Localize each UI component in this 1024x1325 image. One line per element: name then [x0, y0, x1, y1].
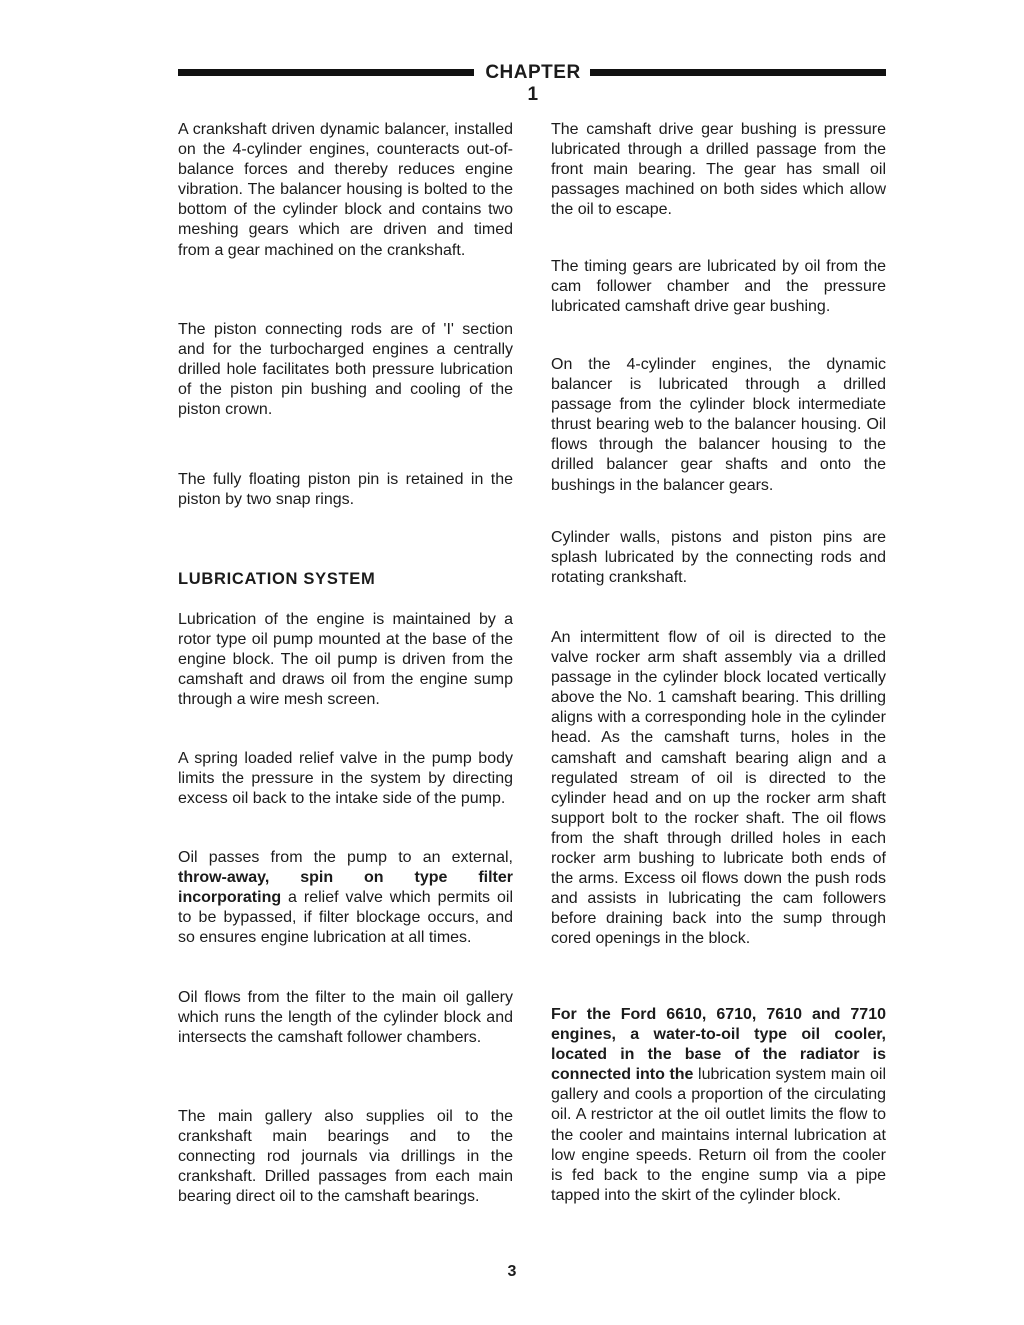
- right-paragraph-balancer-lubrication: On the 4-cylinder engines, the dynamic balancer is lubricated through a drilled passage from the cylinder block intermediate thrust bearing web to the balancer housing. Oil flows through the balancer housing to the drilled balancer gear shafts and onto the bushings in the balancer gears.: [551, 356, 886, 494]
- oil-cooler-text-bold: For the Ford 6610, 6710, 7610 and 7710 engines, a water-to-oil type oil cooler, located in the base of the radiator is connected into the: [551, 1006, 886, 1084]
- left-paragraph-balancer: A crankshaft driven dynamic balancer, installed on the 4-cylinder engines, counteracts out-of-balance forces and thereby reduces engine vibration. The balancer housing is bolted to the bottom of the cylinder block and contains two meshing gears which are driven and timed from a gear machined on the crankshaft.: [178, 121, 513, 259]
- oil-filter-text-start: Oil passes from the pump to an external,: [178, 849, 513, 866]
- oil-cooler-text-rest: lubrication system main oil gallery and cools a proportion of the circulating oil. A restrictor at the oil outlet limits the flow to the cooler and maintains internal lubrication at low engine speeds. Return oil from the cooler is fed back to the engine sump via a pipe tapped into the skirt of the cylinder block.: [551, 1066, 887, 1204]
- right-paragraph-rocker-arm: An intermittent flow of oil is directed to the valve rocker arm shaft assembly via a drilled passage in the cylinder block located vertically above the No. 1 camshaft bearing. This drilling aligns with a corresponding hole in the cylinder head. As the camshaft turns, holes in the camshaft and camshaft bearing align and a regulated stream of oil is directed to the cylinder head and on up the rocker arm shaft support bolt to the rocker shaft. The oil flows from the shaft through drilled holes in each rocker arm bushing to lubricate both ends of the arms. Excess oil flows down the push rods and assists in lubricating the cam followers before draining back into the sump through cored openings in the block.: [551, 629, 886, 948]
- left-paragraph-relief-valve: A spring loaded relief valve in the pump body limits the pressure in the system by directing excess oil back to the intake side of the pump.: [178, 750, 513, 808]
- page-number: 3: [507, 1263, 517, 1280]
- section-heading-lubrication: LUBRICATION SYSTEM: [178, 570, 376, 588]
- header-rule-right: [590, 69, 886, 76]
- left-paragraph-connecting-rods: The piston connecting rods are of 'I' section and for the turbocharged engines a centrally drilled hole facilitates both pressure lubrication of the piston pin bushing and cooling of the piston crown.: [178, 321, 513, 419]
- chapter-header: [178, 62, 886, 105]
- right-paragraph-timing-gears: The timing gears are lubricated by oil from the cam follower chamber and the pressure lubricated camshaft drive gear bushing.: [551, 258, 886, 316]
- left-paragraph-main-bearings: The main gallery also supplies oil to the crankshaft main bearings and to the connecting rod journals via drillings in the crankshaft. Drilled passages from each main bearing direct oil to the camshaft bearings.: [178, 1108, 513, 1206]
- oil-filter-text-bold: throw-away, spin on type filter incorporating: [178, 869, 513, 907]
- header-rule-left: [178, 69, 474, 76]
- left-paragraph-piston-pin: The fully floating piston pin is retained in the piston by two snap rings.: [178, 471, 513, 509]
- oil-filter-text-end: a relief valve which permits oil to be bypassed, if filter blockage occurs, and so ensures engine lubrication at all times.: [178, 889, 513, 947]
- right-paragraph-camshaft-bushing: The camshaft drive gear bushing is pressure lubricated through a drilled passage from the front main bearing. The gear has small oil passages machined on both sides which allow the oil to escape.: [551, 121, 886, 219]
- left-paragraph-oil-pump: Lubrication of the engine is maintained by a rotor type oil pump mounted at the base of the engine block. The oil pump is driven from the camshaft and draws oil from the engine sump through a wire mesh screen.: [178, 611, 513, 709]
- right-paragraph-splash-lubrication: Cylinder walls, pistons and piston pins are splash lubricated by the connecting rods and rotating crankshaft.: [551, 529, 886, 587]
- right-paragraph-oil-cooler: [551, 1005, 886, 1206]
- chapter-title: CHAPTER 1: [485, 62, 581, 105]
- left-paragraph-main-gallery: Oil flows from the filter to the main oil gallery which runs the length of the cylinder block and intersects the camshaft follower chambers.: [178, 989, 513, 1047]
- left-paragraph-oil-filter: [178, 848, 513, 948]
